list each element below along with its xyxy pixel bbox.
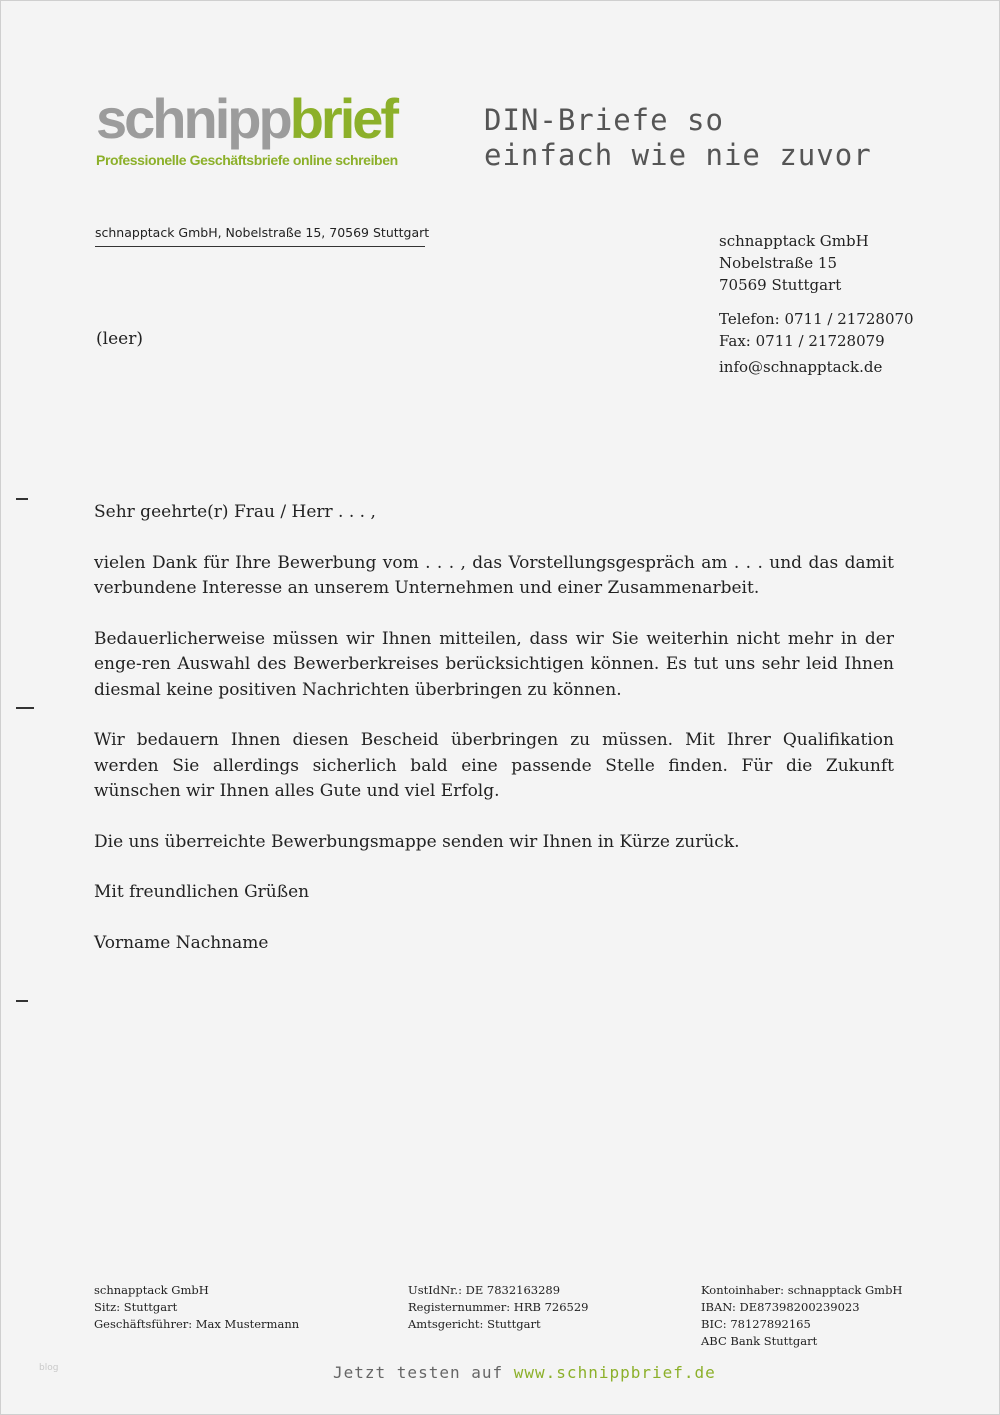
body-paragraph: vielen Dank für Ihre Bewerbung vom . . . , das Vorstellungsgespräch am . . . und das damit verbundene Interesse an unserem Unternehmen und einer Zusammenarbeit.	[94, 552, 894, 598]
watermark: blog	[39, 1363, 59, 1373]
body-paragraph: Wir bedauern Ihnen diesen Bescheid überbringen zu müssen. Mit Ihrer Qualifikation werden Sie allerdings sicherlich bald eine passende Stelle finden. Für die Zukunft wünschen wir Ihnen alles Gute und viel Erfolg.	[94, 730, 894, 801]
punch-mark	[16, 707, 34, 709]
footer-line: UstIdNr.: DE 7832163289	[408, 1283, 561, 1297]
footer-line: Geschäftsführer: Max Mustermann	[94, 1317, 300, 1331]
closing: Mit freundlichen Grüßen	[94, 882, 310, 902]
footer-line: ABC Bank Stuttgart	[701, 1334, 818, 1348]
slogan-line-1: DIN-Briefe so	[484, 103, 724, 137]
footer-line: Sitz: Stuttgart	[94, 1300, 178, 1314]
sender-email: info@schnapptack.de	[719, 358, 883, 376]
footer-line: Amtsgericht: Stuttgart	[408, 1317, 541, 1331]
recipient-address: (leer)	[96, 329, 143, 349]
signature: Vorname Nachname	[94, 932, 269, 953]
sender-street: Nobelstraße 15	[719, 254, 838, 272]
sender-company: schnapptack GmbH	[719, 232, 869, 250]
logo-part-grey: schnipp	[96, 87, 290, 150]
footer-line: BIC: 78127892165	[701, 1317, 811, 1331]
footer-line: IBAN: DE87398200239023	[701, 1300, 860, 1314]
sender-phone: Telefon: 0711 / 21728070	[719, 310, 914, 328]
return-address-line: schnapptack GmbH, Nobelstraße 15, 70569 Stuttgart	[95, 225, 425, 247]
body-paragraph: Die uns überreichte Bewerbungsmappe senden wir Ihnen in Kürze zurück.	[94, 831, 740, 852]
cta-line	[333, 1363, 716, 1382]
cta-link[interactable]: www.schnippbrief.de	[513, 1363, 716, 1382]
footer-registration	[408, 1282, 588, 1333]
footer-company	[94, 1282, 299, 1333]
logo-part-green: brief	[289, 87, 397, 150]
letter-body	[94, 500, 894, 981]
slogan-line-2: einfach wie nie zuvor	[484, 138, 872, 172]
sender-city: 70569 Stuttgart	[719, 276, 842, 294]
footer-bank	[701, 1282, 902, 1350]
cta-text: Jetzt testen auf	[333, 1363, 514, 1382]
fold-mark-top	[16, 498, 28, 500]
sender-fax: Fax: 0711 / 21728079	[719, 332, 885, 350]
logo	[96, 89, 398, 168]
salutation: Sehr geehrte(r) Frau / Herr . . . ,	[94, 502, 376, 522]
footer-line: Registernummer: HRB 726529	[408, 1300, 589, 1314]
fold-mark-bottom	[16, 1000, 28, 1002]
footer-line: Kontoinhaber: schnapptack GmbH	[701, 1283, 903, 1297]
slogan	[484, 103, 872, 173]
footer-line: schnapptack GmbH	[94, 1283, 209, 1297]
body-paragraph: Bedauerlicherweise müssen wir Ihnen mitteilen, dass wir Sie weiterhin nicht mehr in der enge-ren Auswahl des Bewerberkreises berücksichtigen können. Es tut uns sehr leid Ihnen diesmal keine positiven Nachrichten überbringen zu können.	[94, 628, 894, 700]
sender-block	[719, 230, 914, 378]
logo-wordmark	[96, 89, 398, 149]
logo-tagline: Professionelle Geschäftsbriefe online schreiben	[96, 152, 398, 168]
